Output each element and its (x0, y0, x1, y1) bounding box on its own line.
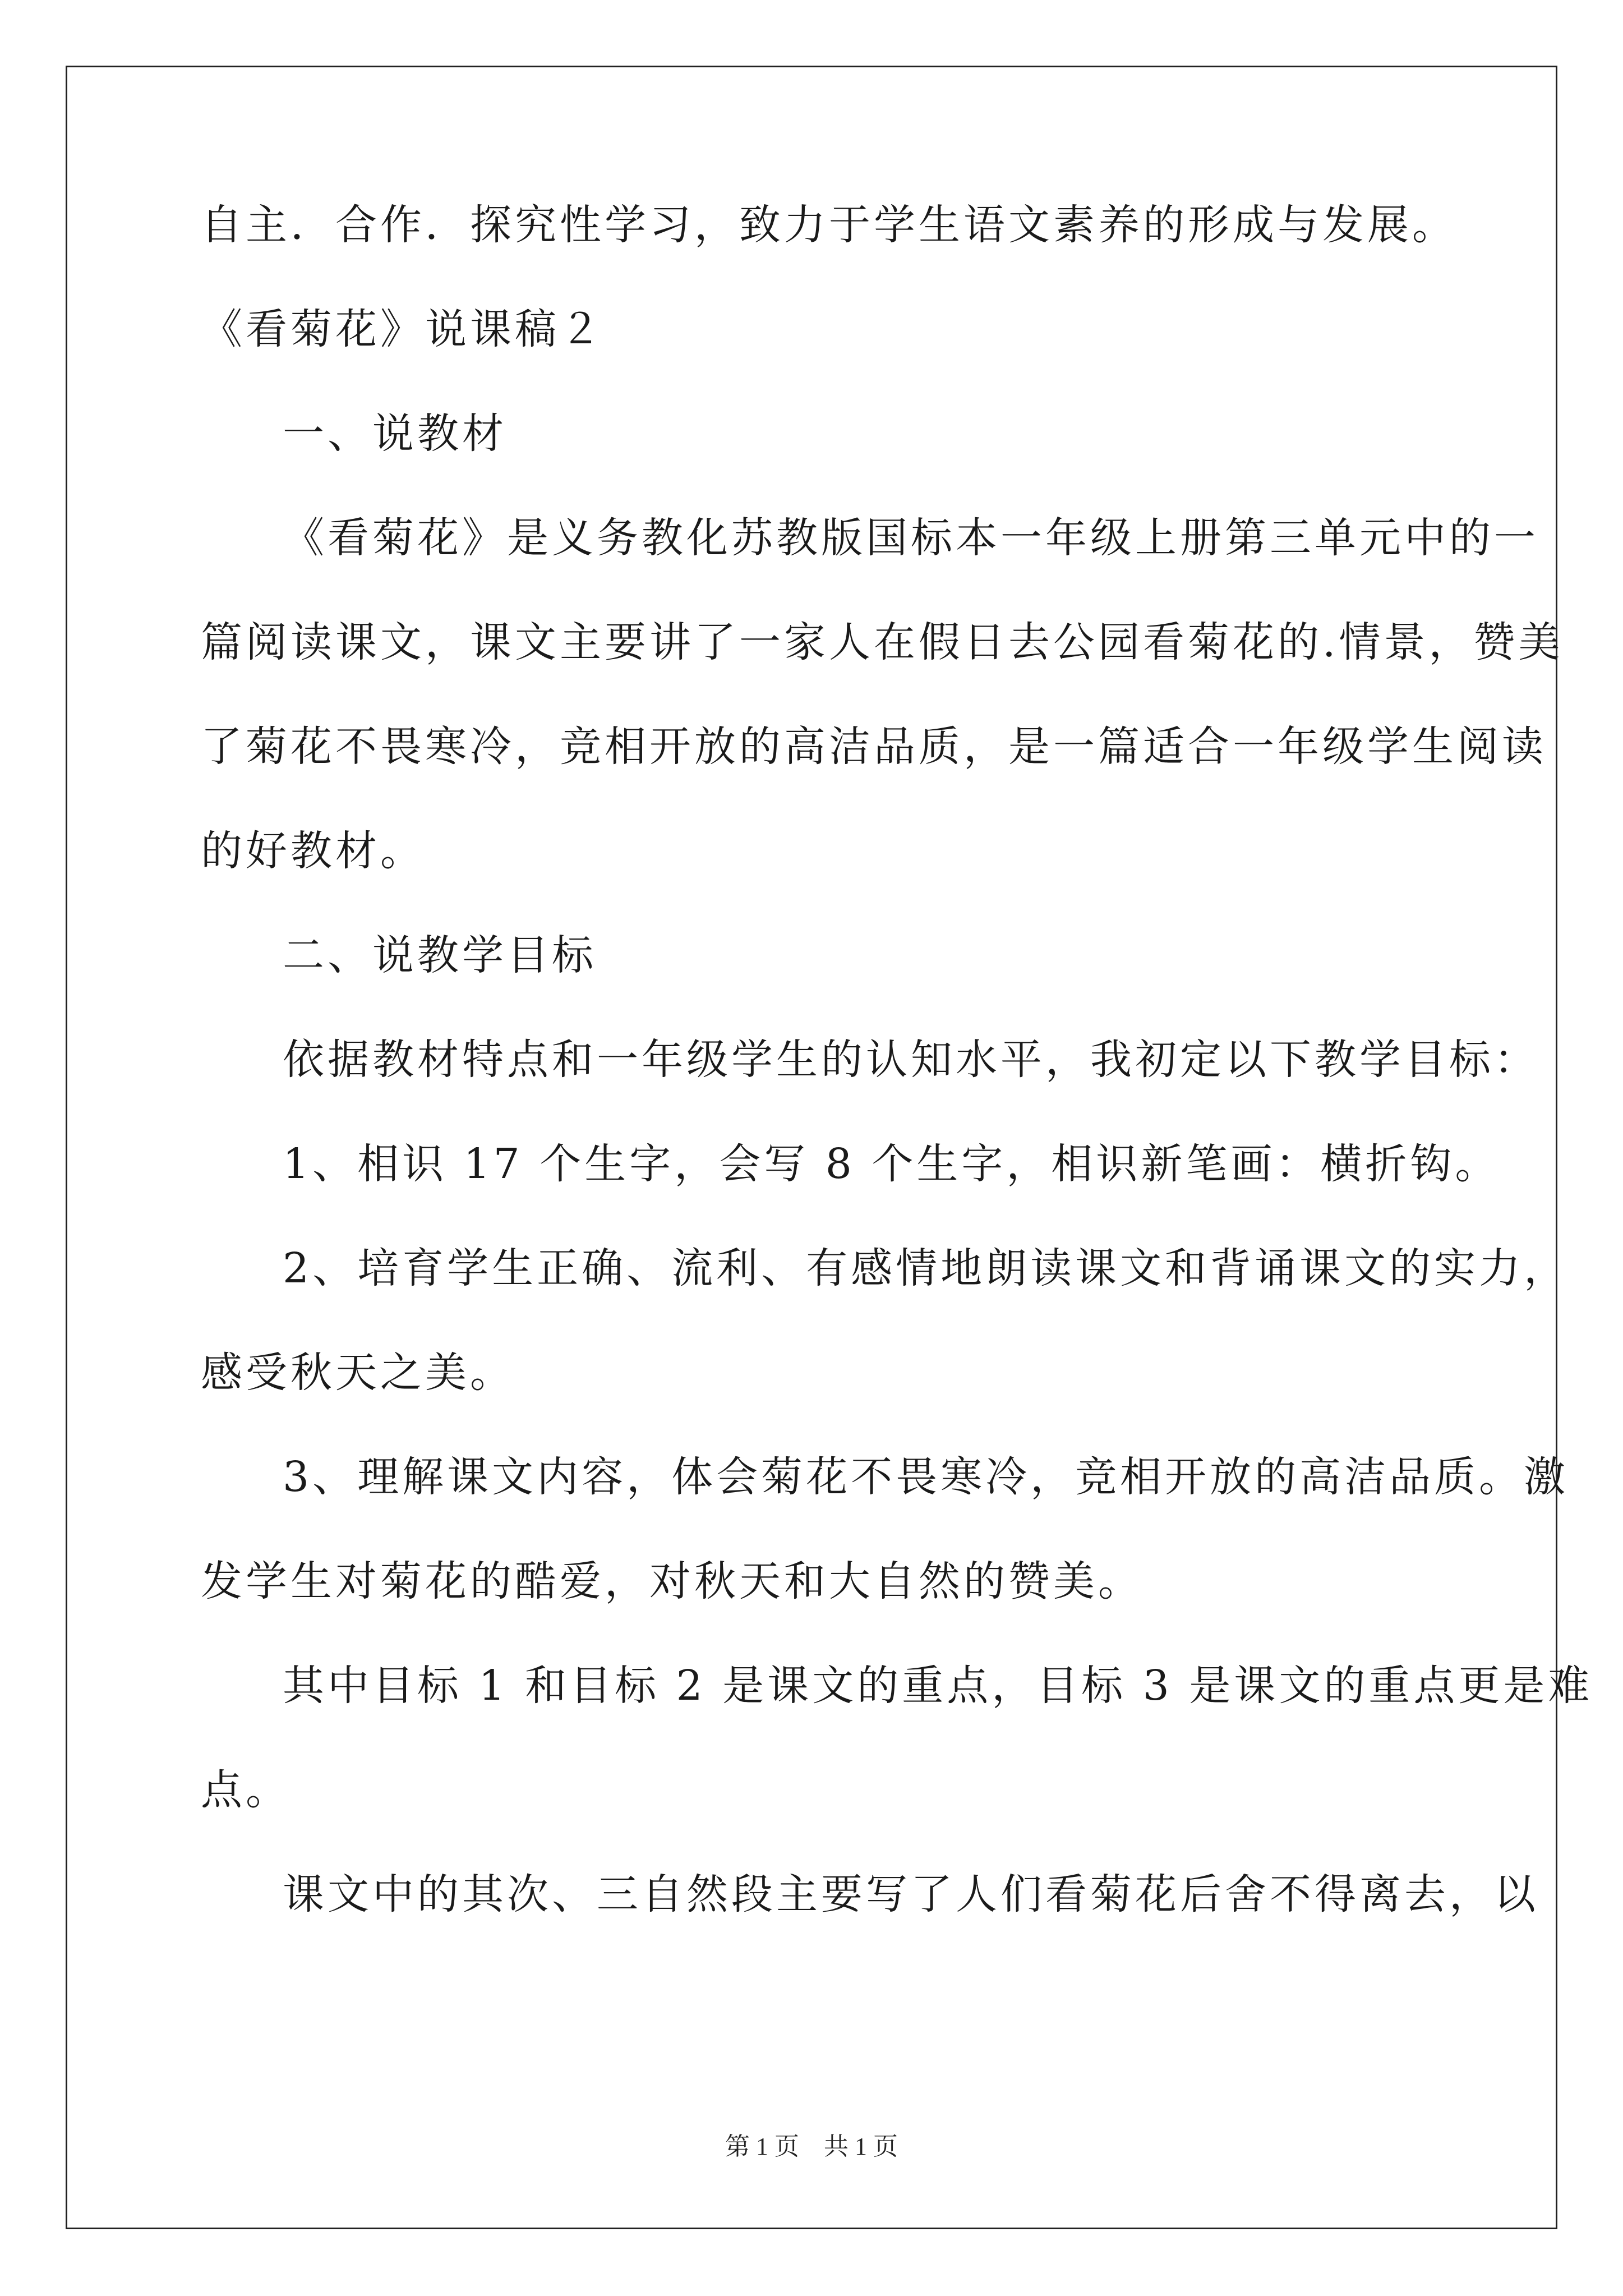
list-item: 2、培育学生正确、流利、有感情地朗读课文和背诵课文的实力， (283, 1244, 1569, 1292)
heading-teaching-goals: 二、说教学目标 (283, 931, 597, 979)
paragraph-line: 《看菊花》是义务教化苏教版国标本一年级上册第三单元中的一 (283, 514, 1539, 562)
paragraph-line: 依据教材特点和一年级学生的认知水平，我初定以下教学目标： (283, 1036, 1539, 1084)
paragraph-line: 其中目标 1 和目标 2 是课文的重点，目标 3 是课文的重点更是难 (283, 1662, 1593, 1710)
paragraph-line: 感受秋天之美。 (201, 1349, 515, 1397)
page-number: 第 1 页 共 1 页 (725, 2133, 898, 2160)
list-item: 1、相识 17 个生字，会写 8 个生字，相识新笔画：横折钩。 (283, 1140, 1500, 1188)
paragraph-line: 发学生对菊花的酷爱，对秋天和大自然的赞美。 (201, 1557, 1143, 1605)
section-title: 《看菊花》说课稿２ (201, 305, 605, 353)
paragraph-line: 的好教材。 (201, 827, 425, 875)
paragraph-line: 篇阅读课文，课文主要讲了一家人在假日去公园看菊花的.情景，赞美 (201, 618, 1564, 666)
list-item: 3、理解课文内容，体会菊花不畏寒冷，竞相开放的高洁品质。激 (283, 1453, 1569, 1501)
paragraph-line: 自主．合作．探究性学习，致力于学生语文素养的形成与发展。 (201, 201, 1457, 249)
paragraph-line: 了菊花不畏寒冷，竞相开放的高洁品质，是一篇适合一年级学生阅读 (201, 723, 1547, 771)
paragraph-line: 点。 (201, 1766, 291, 1814)
paragraph-line: 课文中的其次、三自然段主要写了人们看菊花后舍不得离去，以 (283, 1870, 1539, 1918)
heading-teaching-material: 一、说教材 (283, 409, 507, 458)
